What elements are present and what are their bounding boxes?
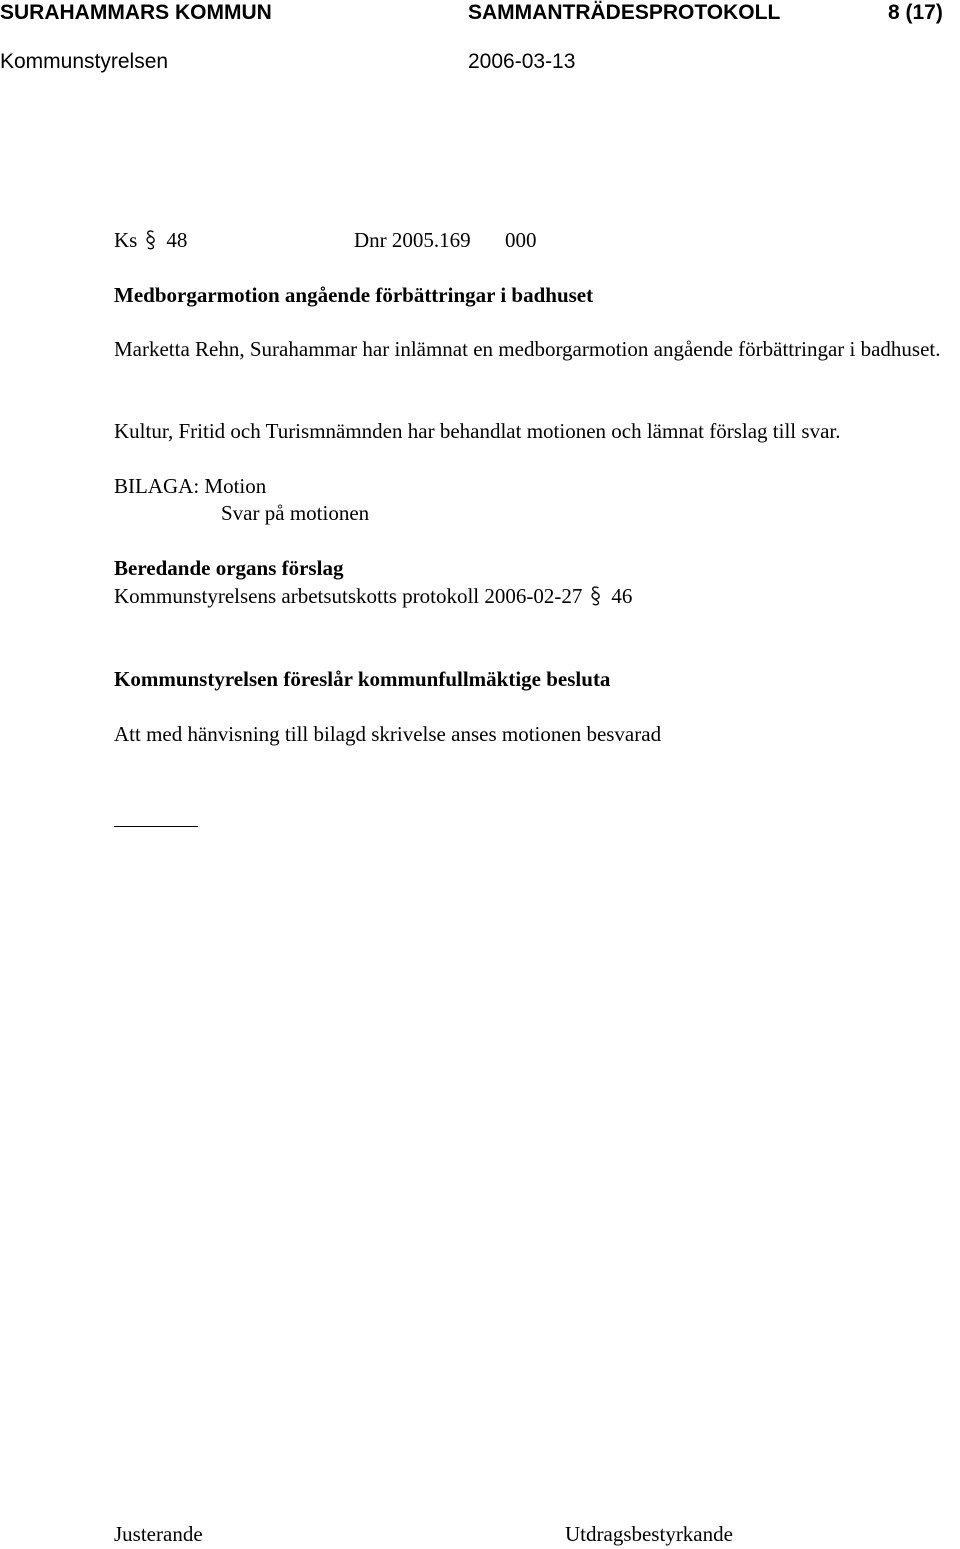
attachment-item-answer: Svar på motionen [221, 501, 370, 525]
footer-utdragsbestyrkande: Utdragsbestyrkande [565, 1522, 733, 1546]
preparatory-reference [114, 583, 632, 610]
section-sign-icon [590, 585, 601, 607]
section-sign-icon [145, 229, 156, 251]
ks-number: 48 [166, 228, 188, 252]
item-reference [114, 227, 187, 254]
preparatory-heading: Beredande organs förslag [114, 556, 344, 580]
preparatory-text: Kommunstyrelsens arbetsutskotts protokoll 2006-02-27 [114, 584, 583, 608]
paragraph-motion-submitted: Marketta Rehn, Surahammar har inlämnat en medborgarmotion angående förbättringar i badhuset. [114, 337, 941, 361]
attachment-label: BILAGA: Motion [114, 474, 267, 498]
page-number: 8 (17) [888, 1, 943, 24]
proposal-text: Att med hänvisning till bilagd skrivelse anses motionen besvarad [114, 722, 662, 746]
municipality-name: SURAHAMMARS KOMMUN [0, 1, 272, 24]
ks-label: Ks [114, 228, 138, 252]
preparatory-number: 46 [611, 584, 633, 608]
proposal-heading: Kommunstyrelsen föreslår kommunfullmäktige besluta [114, 667, 611, 691]
document-type: SAMMANTRÄDESPROTOKOLL [468, 1, 781, 24]
item-title: Medborgarmotion angående förbättringar i badhuset [114, 283, 594, 307]
paragraph-committee-response: Kultur, Fritid och Turismnämnden har behandlat motionen och lämnat förslag till svar. [114, 419, 841, 443]
board-name: Kommunstyrelsen [0, 50, 169, 73]
meeting-date: 2006-03-13 [468, 50, 576, 73]
end-rule [114, 826, 198, 827]
footer-justerande: Justerande [114, 1522, 203, 1546]
dnr: Dnr 2005.169 [354, 228, 471, 252]
dnr-code: 000 [505, 228, 537, 252]
